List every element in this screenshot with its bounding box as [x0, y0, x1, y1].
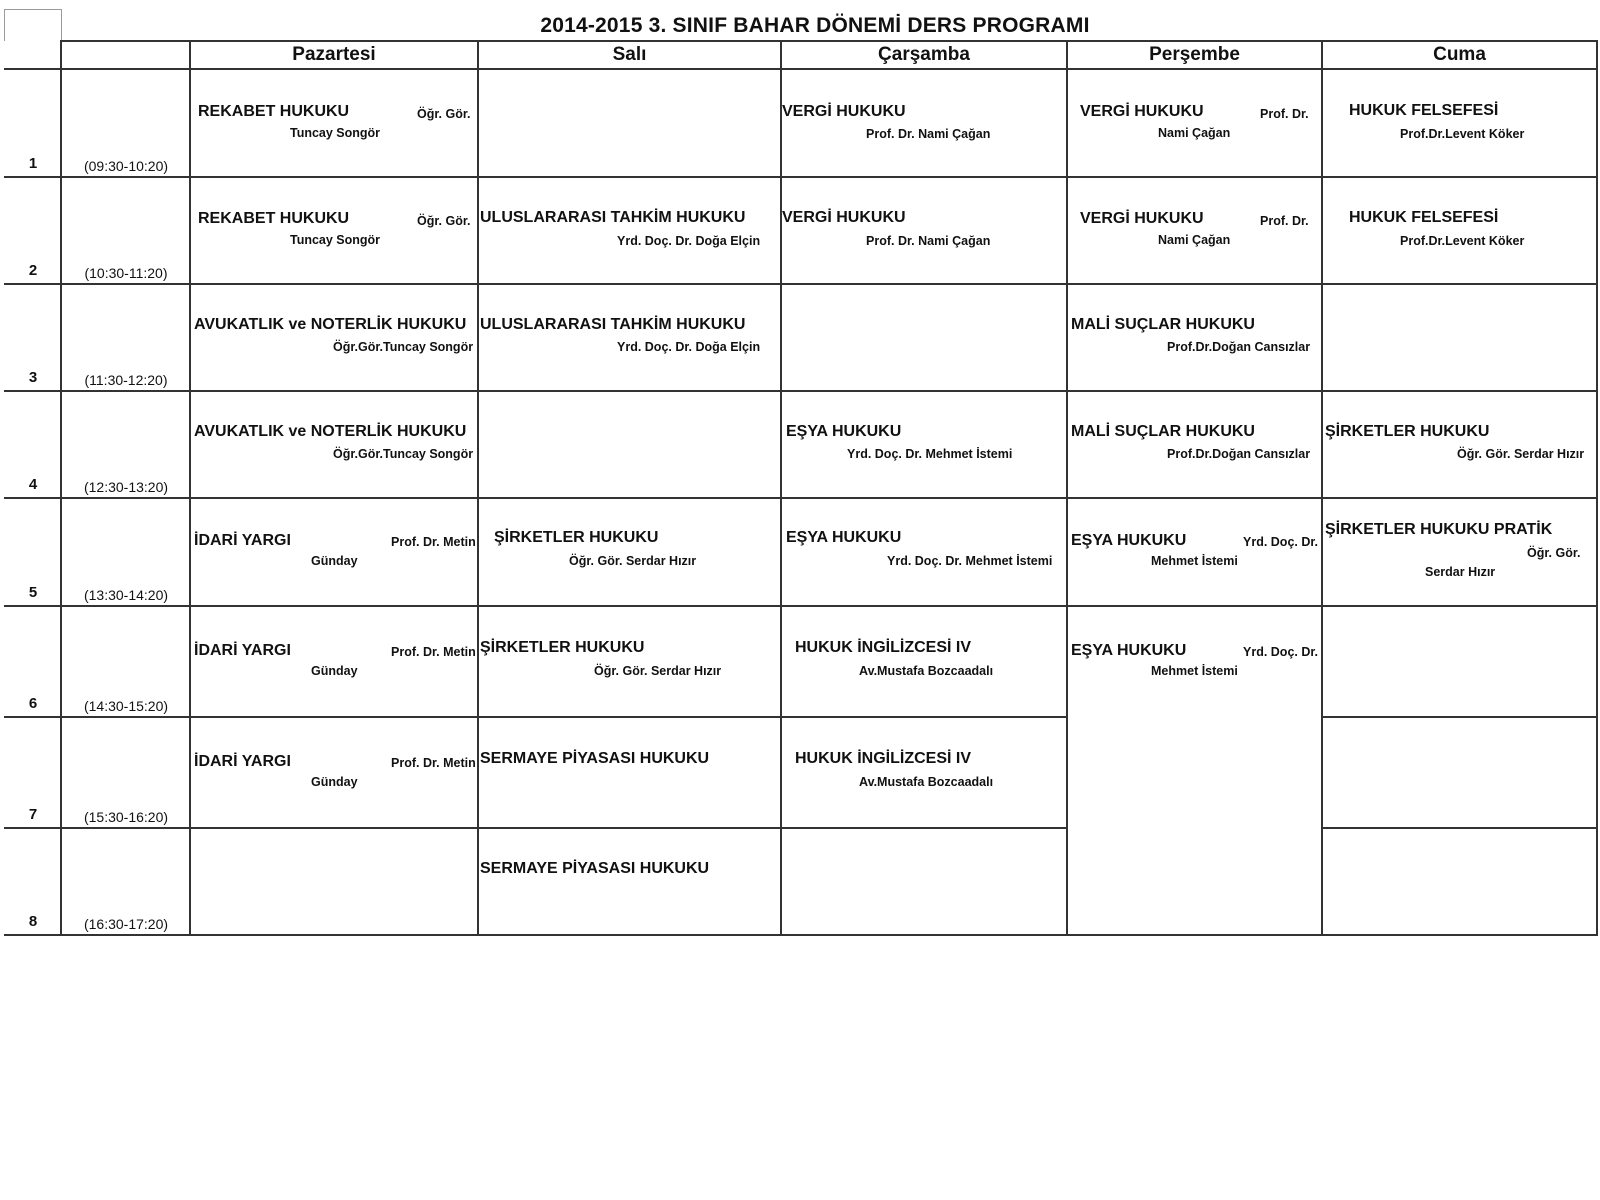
instructor-name: Yrd. Doç. Dr. Doğa Elçin: [617, 340, 761, 354]
instructor-name: Yrd. Doç. Dr. Mehmet İstemi: [887, 554, 1053, 568]
course-title: MALİ SUÇLAR HUKUKU: [1071, 423, 1255, 440]
grid-line: [4, 716, 1068, 718]
grid-line: [1322, 716, 1598, 718]
course-title: REKABET HUKUKU: [198, 103, 350, 120]
instructor-name: Günday: [311, 664, 358, 678]
instructor-title: Öğr. Gör.: [417, 107, 471, 121]
page-title: 2014-2015 3. SINIF BAHAR DÖNEMİ DERS PROGRAMI: [540, 14, 1090, 37]
day-header-tuesday: Salı: [612, 44, 647, 65]
instructor-name: Günday: [311, 775, 358, 789]
day-header-wednesday: Çarşamba: [878, 44, 970, 65]
grid-line: [62, 40, 1598, 42]
slot-number: 6: [28, 695, 38, 712]
instructor-name: Prof.Dr.Doğan Cansızlar: [1167, 340, 1311, 354]
course-title: EŞYA HUKUKU: [786, 423, 902, 440]
slot-time: (14:30-15:20): [83, 698, 169, 714]
grid-line: [4, 68, 1598, 70]
course-title: REKABET HUKUKU: [198, 210, 350, 227]
grid-line: [4, 827, 1068, 829]
course-title: SERMAYE PİYASASI HUKUKU: [480, 750, 710, 767]
course-title: EŞYA HUKUKU: [1071, 532, 1187, 549]
course-title: MALİ SUÇLAR HUKUKU: [1071, 316, 1255, 333]
instructor-title: Öğr. Gör.: [1527, 546, 1581, 560]
course-title: HUKUK FELSEFESİ: [1349, 209, 1499, 226]
course-title: SERMAYE PİYASASI HUKUKU: [480, 860, 710, 877]
course-title: HUKUK FELSEFESİ: [1349, 102, 1499, 119]
instructor-name: Günday: [311, 554, 358, 568]
course-title: İDARİ YARGI: [194, 642, 291, 659]
grid-line: [4, 497, 1598, 499]
course-title: VERGİ HUKUKU: [1080, 103, 1204, 120]
instructor-name: Öğr.Gör.Tuncay Songör: [333, 340, 474, 354]
grid-line: [1066, 40, 1068, 936]
slot-number: 7: [28, 806, 38, 823]
course-title: EŞYA HUKUKU: [786, 529, 902, 546]
course-title: İDARİ YARGI: [194, 753, 291, 770]
course-title: VERGİ HUKUKU: [782, 103, 906, 120]
grid-line: [1322, 827, 1598, 829]
instructor-name: Tuncay Songör: [290, 233, 381, 247]
instructor-name: Prof. Dr. Nami Çağan: [866, 127, 991, 141]
course-title: ULUSLARARASI TAHKİM HUKUKU: [480, 316, 746, 333]
instructor-name: Yrd. Doç. Dr. Doğa Elçin: [617, 234, 761, 248]
instructor-title: Öğr. Gör.: [417, 214, 471, 228]
instructor-name: Prof.Dr.Levent Köker: [1400, 234, 1525, 248]
instructor-title: Prof. Dr. Metin: [391, 645, 476, 659]
grid-line: [1596, 40, 1598, 936]
instructor-name: Prof.Dr.Doğan Cansızlar: [1167, 447, 1311, 461]
course-title: ŞİRKETLER HUKUKU: [480, 639, 645, 656]
course-title: HUKUK İNGİLİZCESİ IV: [795, 639, 972, 656]
slot-time: (10:30-11:20): [84, 265, 168, 281]
course-title: İDARİ YARGI: [194, 532, 291, 549]
slot-time: (12:30-13:20): [83, 479, 169, 495]
instructor-title: Prof. Dr.: [1260, 107, 1309, 121]
instructor-name: Mehmet İstemi: [1151, 664, 1238, 678]
day-header-friday: Cuma: [1433, 44, 1486, 65]
instructor-name: Av.Mustafa Bozcaadalı: [859, 775, 994, 789]
day-header-monday: Pazartesi: [292, 44, 376, 65]
course-title: EŞYA HUKUKU: [1071, 642, 1187, 659]
grid-line: [4, 390, 1598, 392]
grid-line: [4, 283, 1598, 285]
slot-number: 4: [28, 476, 38, 493]
course-title: ŞİRKETLER HUKUKU PRATİK: [1325, 521, 1553, 538]
instructor-name: Tuncay Songör: [290, 126, 381, 140]
instructor-title: Yrd. Doç. Dr.: [1243, 645, 1319, 659]
instructor-title: Yrd. Doç. Dr.: [1243, 535, 1319, 549]
course-title: ULUSLARARASI TAHKİM HUKUKU: [480, 209, 746, 226]
instructor-title: Prof. Dr.: [1260, 214, 1309, 228]
grid-line: [780, 40, 782, 936]
instructor-name: Nami Çağan: [1158, 126, 1231, 140]
instructor-name: Prof. Dr. Nami Çağan: [866, 234, 991, 248]
instructor-name: Yrd. Doç. Dr. Mehmet İstemi: [847, 447, 1013, 461]
day-header-thursday: Perşembe: [1149, 44, 1240, 65]
slot-time: (16:30-17:20): [83, 916, 169, 932]
course-title: VERGİ HUKUKU: [782, 209, 906, 226]
instructor-name: Serdar Hızır: [1425, 565, 1496, 579]
instructor-name: Av.Mustafa Bozcaadalı: [859, 664, 994, 678]
instructor-title: Prof. Dr. Metin: [391, 535, 476, 549]
slot-number: 1: [28, 155, 38, 172]
slot-time: (11:30-12:20): [84, 372, 168, 388]
instructor-name: Öğr. Gör. Serdar Hızır: [569, 554, 697, 568]
instructor-name: Öğr. Gör. Serdar Hızır: [594, 664, 722, 678]
grid-line: [4, 934, 1598, 936]
course-title: ŞİRKETLER HUKUKU: [494, 529, 659, 546]
slot-time: (09:30-10:20): [83, 158, 169, 174]
slot-number: 5: [28, 584, 38, 601]
grid-line: [4, 605, 1598, 607]
grid-line: [4, 176, 1598, 178]
slot-number: 2: [28, 262, 38, 279]
instructor-name: Prof.Dr.Levent Köker: [1400, 127, 1525, 141]
course-title: ŞİRKETLER HUKUKU: [1325, 423, 1490, 440]
course-title: AVUKATLIK ve NOTERLİK HUKUKU: [194, 316, 467, 333]
instructor-title: Prof. Dr. Metin: [391, 756, 476, 770]
instructor-name: Öğr.Gör.Tuncay Songör: [333, 447, 474, 461]
course-title: HUKUK İNGİLİZCESİ IV: [795, 750, 972, 767]
grid-line: [1321, 40, 1323, 936]
slot-time: (15:30-16:20): [83, 809, 169, 825]
slot-number: 3: [28, 369, 38, 386]
instructor-name: Öğr. Gör. Serdar Hızır: [1457, 447, 1585, 461]
instructor-name: Nami Çağan: [1158, 233, 1231, 247]
corner-cell: [4, 9, 62, 41]
grid-line: [477, 40, 479, 936]
slot-time: (13:30-14:20): [83, 587, 169, 603]
course-title: VERGİ HUKUKU: [1080, 210, 1204, 227]
course-title: AVUKATLIK ve NOTERLİK HUKUKU: [194, 423, 467, 440]
slot-number: 8: [28, 913, 38, 930]
instructor-name: Mehmet İstemi: [1151, 554, 1238, 568]
